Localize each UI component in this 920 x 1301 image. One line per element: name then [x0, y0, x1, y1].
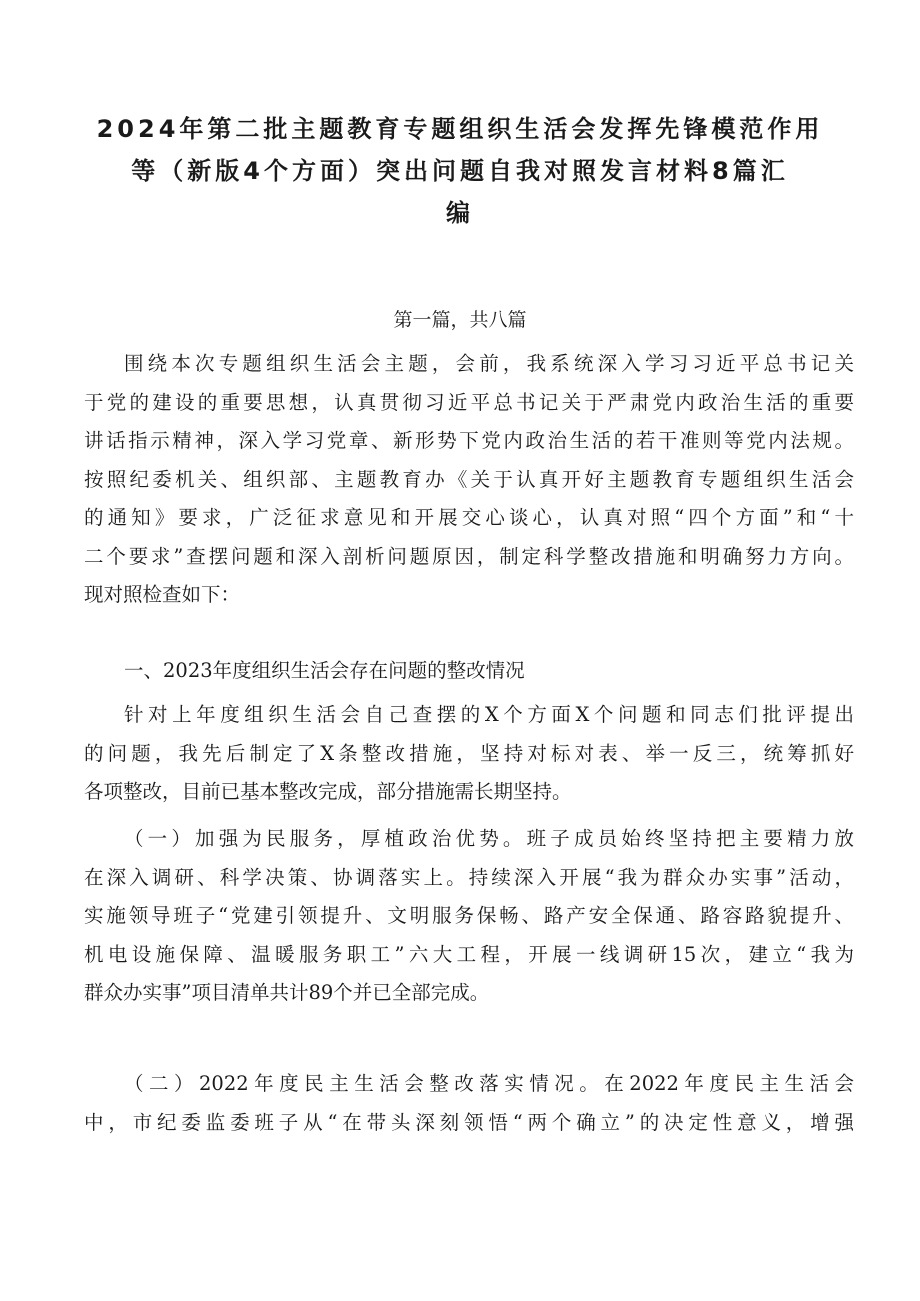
paragraph-line: （一）加强为民服务，厚植政治优势。班子成员始终坚持把主要精力放: [124, 827, 854, 850]
title-line: 等（新版4个方面）突出问题自我对照发言材料8篇汇: [131, 157, 789, 185]
paragraph-line: 中，市纪委监委班子从“在带头深刻领悟“两个确立”的决定性意义，增强: [84, 1110, 854, 1134]
paragraph-democratic-life: [84, 1065, 854, 1142]
document-subtitle: 第一篇，共八篇: [393, 309, 527, 331]
paragraph-line: 按照纪委机关、组织部、主题教育办《关于认真开好主题教育专题组织生活会: [84, 467, 854, 491]
paragraph-line: 的问题，我先后制定了X条整改措施，坚持对标对表、举一反三，统筹抓好: [84, 741, 854, 765]
paragraph-line: 现对照检查如下：: [84, 583, 241, 606]
paragraph-line: （二）2022年度民主生活会整改落实情况。在2022年度民主生活会: [124, 1072, 854, 1095]
paragraph-intro: [84, 345, 854, 615]
section-heading: [84, 652, 854, 691]
paragraph-line: 二个要求”查摆问题和深入剖析问题原因，制定科学整改措施和明确努力方向。: [84, 544, 854, 568]
paragraph-line: 群众办实事”项目清单共计89个并已全部完成。: [84, 981, 490, 1004]
paragraph-line: 的通知》要求，广泛征求意见和开展交心谈心，认真对照“四个方面”和“十: [84, 506, 854, 529]
title-line: 编: [446, 199, 474, 227]
paragraph-line: 围绕本次专题组织生活会主题，会前，我系统深入学习习近平总书记关: [124, 352, 854, 375]
paragraph-line: 实施领导班子“党建引领提升、文明服务保畅、路产安全保通、路容路貌提升、: [84, 904, 854, 927]
paragraph-line: 讲话指示精神，深入学习党章、新形势下党内政治生活的若干准则等党内法规。: [84, 429, 854, 452]
title-line: 2024年第二批主题教育专题组织生活会发挥先锋模范作用: [96, 115, 824, 143]
paragraph-line: 于党的建设的重要思想，认真贯彻习近平总书记关于严肃党内政治生活的重要: [84, 390, 854, 414]
paragraph-line: 针对上年度组织生活会自己查摆的X个方面X个问题和同志们批评提出: [124, 703, 854, 726]
document-title: [90, 108, 830, 234]
paragraph-line: 各项整改，目前已基本整改完成，部分措施需长期坚持。: [84, 780, 572, 803]
paragraph-line: 机电设施保障、温暖服务职工”六大工程，开展一线调研15次，建立“我为: [84, 942, 854, 966]
paragraph-rectification: [84, 696, 854, 812]
heading-line: 一、2023年度组织生活会存在问题的整改情况: [124, 659, 525, 682]
paragraph-line: 在深入调研、科学决策、协调落实上。持续深入开展“我为群众办实事”活动，: [84, 865, 854, 889]
paragraph-service: [84, 820, 854, 1013]
